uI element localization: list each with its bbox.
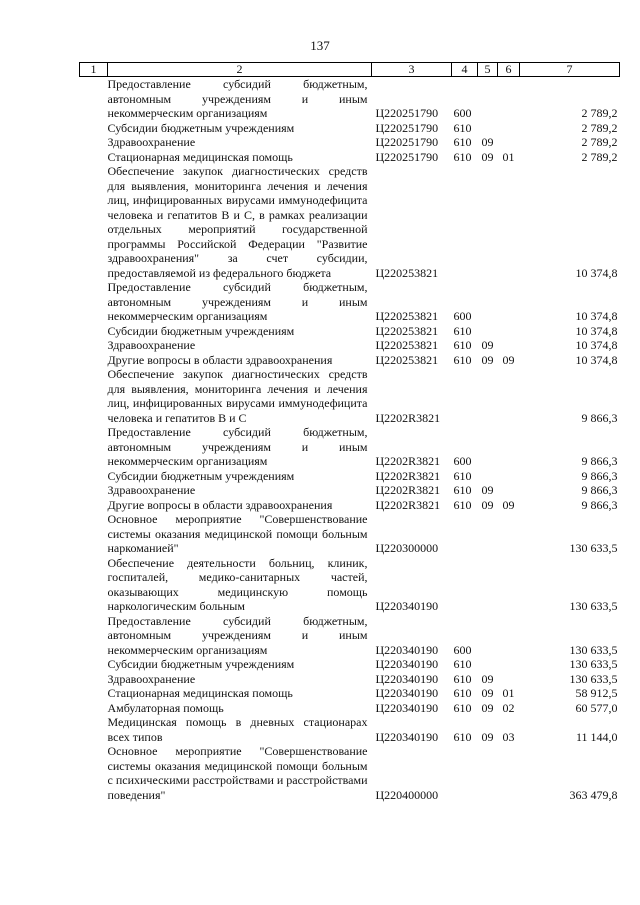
row-expense-type: 610 — [453, 352, 472, 367]
row-spacer — [80, 744, 108, 802]
row-name: Субсидии бюджетным учреждениям — [107, 323, 295, 338]
row-code: Ц2202R3821 — [375, 410, 441, 425]
row-subsection — [498, 338, 520, 353]
row-expense-type — [452, 367, 478, 425]
row-expense-type: 610 — [453, 700, 472, 715]
row-name: Предоставление субсидий бюджетным, автономным учреждениям и иным некоммерческим организациям — [107, 77, 368, 120]
row-subsection: 02 — [502, 700, 515, 715]
row-expense-type — [452, 512, 478, 556]
row-expense-type: 610 — [453, 671, 472, 686]
row-amount: 9 866,3 — [581, 497, 618, 512]
row-amount: 2 789,2 — [581, 135, 618, 149]
budget-table — [79, 62, 620, 802]
row-spacer — [80, 77, 108, 121]
row-expense-type: 600 — [453, 106, 472, 120]
row-section — [478, 367, 498, 425]
row-subsection — [498, 512, 520, 556]
table-row — [80, 77, 620, 121]
row-spacer — [80, 498, 108, 513]
col-header-3: 3 — [372, 63, 452, 77]
row-spacer — [80, 556, 108, 614]
table-row — [80, 686, 620, 701]
row-amount: 11 144,0 — [575, 729, 618, 744]
row-section: 09 — [481, 729, 494, 744]
row-spacer — [80, 135, 108, 150]
row-amount: 130 633,5 — [569, 671, 618, 686]
row-name: Субсидии бюджетным учреждениям — [107, 657, 295, 671]
row-name: Здравоохранение — [107, 671, 196, 686]
row-section — [478, 744, 498, 802]
row-subsection — [498, 324, 520, 339]
row-expense-type: 610 — [453, 657, 472, 671]
table-row — [80, 483, 620, 498]
row-amount: 9 866,3 — [581, 410, 618, 425]
row-section — [478, 425, 498, 469]
row-subsection — [498, 469, 520, 484]
row-expense-type — [452, 744, 478, 802]
row-section — [478, 614, 498, 658]
row-code: Ц220253821 — [375, 265, 439, 280]
row-amount: 130 633,5 — [569, 657, 618, 671]
table-row — [80, 672, 620, 687]
row-code: Ц2202R3821 — [375, 483, 441, 497]
row-amount: 2 789,2 — [581, 120, 618, 135]
row-amount: 2 789,2 — [581, 106, 618, 120]
row-subsection: 09 — [502, 497, 515, 512]
row-name: Субсидии бюджетным учреждениям — [107, 468, 295, 483]
row-expense-type: 610 — [453, 323, 472, 338]
row-name: Основное мероприятие "Совершенствование системы оказания медицинской помощи больным наркоманией" — [107, 512, 368, 555]
row-name: Обеспечение закупок диагностических средств для выявления, мониторинга лечения и лечения лиц, инфицированных вирусами иммунодефицита человека и гепатитов В и С, в рамках реализации отдельных мероприятий государственной программы Российской Федерации "Развитие здравоохранения" за счет субсидии, предоставляемой из федерального бюджета — [107, 164, 368, 280]
table-row — [80, 614, 620, 658]
row-name: Медицинская помощь в дневных стационарах всех типов — [107, 715, 368, 744]
row-expense-type: 600 — [453, 309, 472, 323]
row-code: Ц220340190 — [375, 657, 439, 671]
row-section — [478, 512, 498, 556]
row-subsection — [498, 657, 520, 672]
row-name: Стационарная медицинская помощь — [107, 686, 293, 700]
row-spacer — [80, 338, 108, 353]
row-section: 09 — [481, 352, 494, 367]
row-section — [478, 324, 498, 339]
table-body — [80, 77, 620, 803]
row-amount: 10 374,8 — [575, 309, 618, 323]
row-subsection — [498, 483, 520, 498]
row-section: 09 — [481, 497, 494, 512]
table-row — [80, 715, 620, 744]
col-header-6: 6 — [498, 63, 520, 77]
row-code: Ц2202R3821 — [375, 468, 441, 483]
table-row — [80, 338, 620, 353]
row-expense-type: 610 — [453, 338, 472, 352]
row-spacer — [80, 701, 108, 716]
row-expense-type — [452, 164, 478, 280]
row-amount: 58 912,5 — [575, 686, 618, 700]
row-code: Ц220251790 — [375, 149, 439, 164]
row-code: Ц220340190 — [375, 599, 439, 613]
row-section: 09 — [481, 686, 494, 700]
row-name: Стационарная медицинская помощь — [107, 149, 293, 164]
col-header-5: 5 — [478, 63, 498, 77]
table-header — [80, 63, 620, 77]
row-subsection — [498, 672, 520, 687]
row-section: 09 — [481, 338, 494, 352]
row-name: Другие вопросы в области здравоохранения — [107, 352, 333, 367]
row-section — [478, 164, 498, 280]
row-spacer — [80, 686, 108, 701]
row-amount: 10 374,8 — [575, 352, 618, 367]
row-subsection: 09 — [502, 352, 515, 367]
row-expense-type: 610 — [453, 729, 472, 744]
row-subsection: 01 — [502, 149, 515, 164]
col-header-2: 2 — [108, 63, 372, 77]
row-code: Ц220400000 — [375, 787, 439, 802]
col-header-1: 1 — [80, 63, 108, 77]
row-code: Ц220253821 — [375, 323, 439, 338]
row-subsection — [498, 77, 520, 121]
row-name: Основное мероприятие "Совершенствование системы оказания медицинской помощи больным с психическими расстройствами и расстройствами поведения" — [107, 744, 368, 802]
row-spacer — [80, 425, 108, 469]
row-name: Предоставление субсидий бюджетным, автономным учреждениям и иным некоммерческим организациям — [107, 280, 368, 323]
row-name: Обеспечение деятельности больниц, клиник, госпиталей, медико-санитарных частей, оказывающих медицинскую помощь наркологическим больным — [107, 555, 368, 613]
row-subsection — [498, 425, 520, 469]
row-amount: 10 374,8 — [575, 323, 618, 338]
table-row — [80, 556, 620, 614]
row-expense-type: 600 — [453, 642, 472, 657]
row-subsection — [498, 121, 520, 136]
row-section — [478, 280, 498, 324]
row-section — [478, 469, 498, 484]
row-section — [478, 657, 498, 672]
row-code: Ц220251790 — [375, 106, 439, 120]
row-subsection — [498, 744, 520, 802]
row-amount: 363 479,8 — [569, 787, 618, 802]
row-name: Здравоохранение — [107, 135, 196, 149]
row-section — [478, 121, 498, 136]
row-section — [478, 77, 498, 121]
row-name: Обеспечение закупок диагностических средств для выявления, мониторинга лечения и лечения лиц, инфицированных вирусами иммунодефицита человека и гепатитов В и С — [107, 367, 368, 425]
row-spacer — [80, 483, 108, 498]
table-row — [80, 367, 620, 425]
row-amount: 130 633,5 — [569, 541, 618, 555]
row-section: 09 — [481, 149, 494, 164]
table-row — [80, 469, 620, 484]
table-row — [80, 164, 620, 280]
row-spacer — [80, 614, 108, 658]
row-subsection: 01 — [502, 686, 515, 700]
row-expense-type: 610 — [453, 149, 472, 164]
row-expense-type — [452, 556, 478, 614]
table-row — [80, 498, 620, 513]
row-code: Ц220251790 — [375, 135, 439, 149]
row-name: Субсидии бюджетным учреждениям — [107, 120, 295, 135]
row-name: Здравоохранение — [107, 483, 196, 497]
row-amount: 9 866,3 — [581, 483, 618, 497]
row-expense-type: 610 — [453, 497, 472, 512]
row-section — [478, 556, 498, 614]
table-row — [80, 425, 620, 469]
row-code: Ц220340190 — [375, 671, 439, 686]
table-row — [80, 657, 620, 672]
row-spacer — [80, 715, 108, 744]
table-row — [80, 353, 620, 368]
row-spacer — [80, 469, 108, 484]
row-subsection — [498, 367, 520, 425]
row-code: Ц220251790 — [375, 120, 439, 135]
row-code: Ц220340190 — [375, 700, 439, 715]
row-name: Амбулаторная помощь — [107, 700, 224, 715]
row-spacer — [80, 150, 108, 165]
row-code: Ц220253821 — [375, 309, 439, 323]
page-number: 137 — [310, 38, 330, 53]
row-amount: 130 633,5 — [569, 599, 618, 613]
row-section: 09 — [481, 483, 494, 497]
row-amount: 10 374,8 — [575, 338, 618, 352]
col-header-4: 4 — [452, 63, 478, 77]
table-row — [80, 512, 620, 556]
row-spacer — [80, 324, 108, 339]
row-spacer — [80, 280, 108, 324]
row-subsection — [498, 135, 520, 150]
row-subsection — [498, 614, 520, 658]
row-code: Ц220253821 — [375, 338, 439, 352]
row-spacer — [80, 353, 108, 368]
row-code: Ц220340190 — [375, 729, 439, 744]
row-spacer — [80, 512, 108, 556]
table-row — [80, 701, 620, 716]
table-row — [80, 135, 620, 150]
table-row — [80, 324, 620, 339]
row-subsection — [498, 280, 520, 324]
row-section: 09 — [481, 671, 494, 686]
row-expense-type: 610 — [453, 468, 472, 483]
row-spacer — [80, 367, 108, 425]
table-row — [80, 150, 620, 165]
row-code: Ц220253821 — [375, 352, 439, 367]
row-code: Ц2202R3821 — [375, 497, 441, 512]
row-expense-type: 610 — [453, 483, 472, 497]
table-row — [80, 744, 620, 802]
row-subsection — [498, 556, 520, 614]
row-code: Ц220340190 — [375, 642, 439, 657]
row-subsection — [498, 164, 520, 280]
row-expense-type: 600 — [453, 454, 472, 468]
row-name: Предоставление субсидий бюджетным, автономным учреждениям и иным некоммерческим организациям — [107, 613, 368, 657]
row-name: Предоставление субсидий бюджетным, автономным учреждениям и иным некоммерческим организациям — [107, 425, 368, 468]
row-amount: 2 789,2 — [581, 149, 618, 164]
row-amount: 10 374,8 — [575, 265, 618, 280]
row-spacer — [80, 672, 108, 687]
row-code: Ц220300000 — [375, 541, 439, 555]
row-name: Другие вопросы в области здравоохранения — [107, 497, 333, 512]
row-name: Здравоохранение — [107, 338, 196, 352]
row-code: Ц2202R3821 — [375, 454, 441, 468]
row-section: 09 — [481, 135, 494, 149]
row-expense-type: 610 — [453, 120, 472, 135]
row-code: Ц220340190 — [375, 686, 439, 700]
row-spacer — [80, 121, 108, 136]
row-expense-type: 610 — [453, 686, 472, 700]
row-spacer — [80, 657, 108, 672]
row-subsection: 03 — [502, 729, 515, 744]
row-amount: 9 866,3 — [581, 454, 618, 468]
table-row — [80, 280, 620, 324]
row-section: 09 — [481, 700, 494, 715]
table-row — [80, 121, 620, 136]
row-spacer — [80, 164, 108, 280]
row-amount: 60 577,0 — [575, 700, 618, 715]
row-amount: 9 866,3 — [581, 468, 618, 483]
col-header-7: 7 — [520, 63, 620, 77]
row-expense-type: 610 — [453, 135, 472, 149]
row-amount: 130 633,5 — [569, 642, 618, 657]
